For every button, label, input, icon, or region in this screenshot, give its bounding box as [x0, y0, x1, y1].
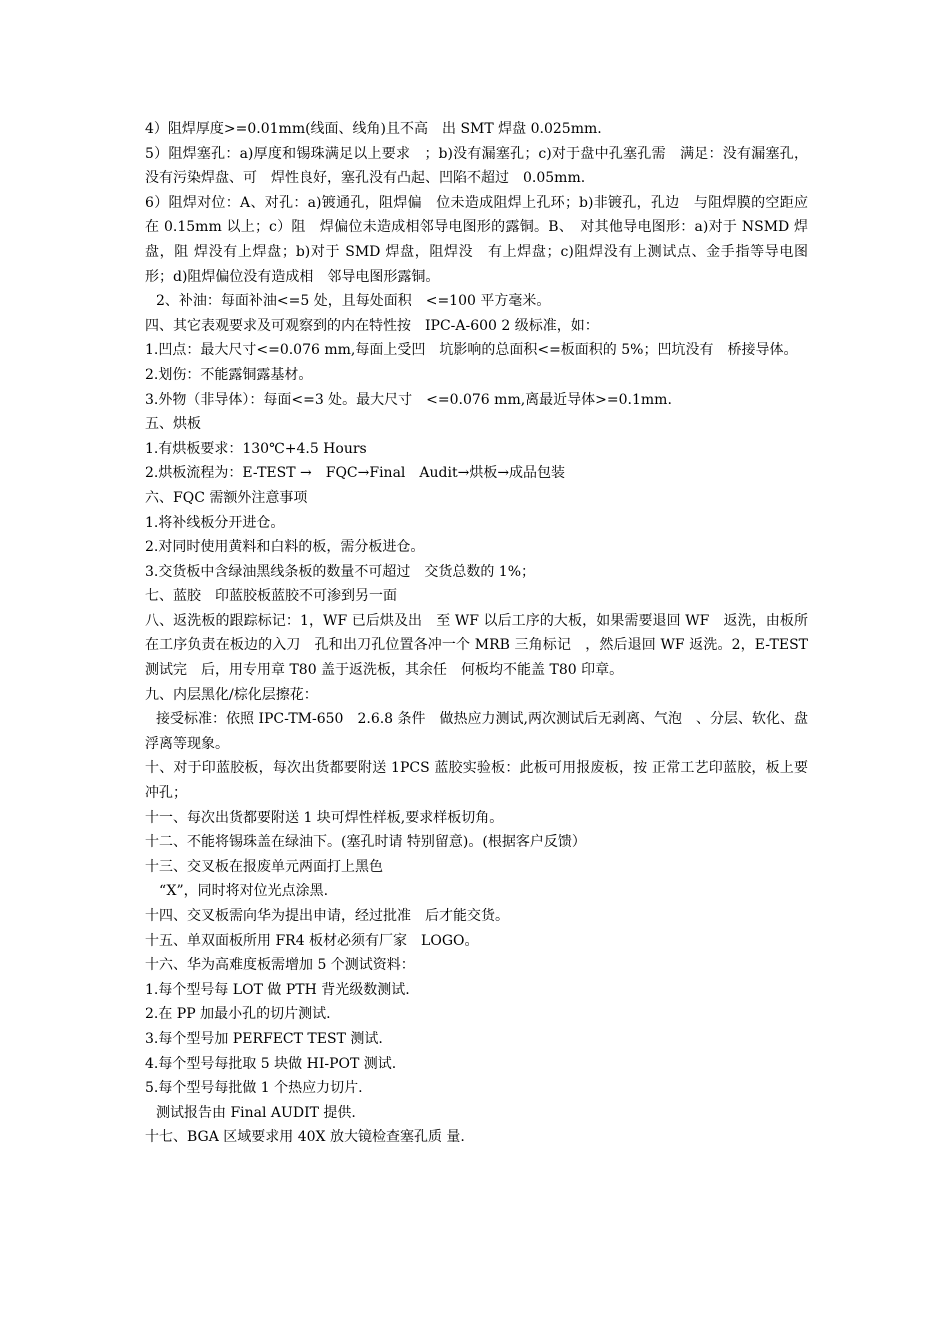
paragraph-x-mark: “X”，同时将对位光点涂黑.	[159, 883, 329, 900]
paragraph-solder-mask-alignment: 6）阻焊对位：A、对孔：a)镀通孔，阻焊偏 位未造成阻焊上孔环；b)非镀孔，孔边 与阻焊膜的空距应在 0.15mm 以上；c）阻 焊偏位未造成相邻导电图形的露铜。B、 对其他导电图形：a)对于 NSMD 焊盘，阻 焊没有上焊盘；b)对于 SMD 焊盘，阻焊没 有上焊盘；c)阻焊没有上测试点、金手指等导电图形；d)阻焊偏位没有造成相 邻导电图形露铜。	[145, 194, 808, 285]
section-heading-11: 十一、每次出货都要附送 1 块可焊性样板,要求样板切角。	[145, 809, 504, 826]
paragraph-test-report: 测试报告由 Final AUDIT 提供.	[156, 1104, 356, 1121]
section-heading-14: 十四、交叉板需向华为提出申请，经过批准 后才能交货。	[145, 908, 509, 924]
section-heading-8: 八、返洗板的跟踪标记：1，WF 已后烘及出 至 WF 以后工序的大板，如果需要退回 WF 返洗，由板所在工序负责在板边的入刀 孔和出刀孔位置各冲一个 MRB 三角标记 ，然后退回 WF 返洗。2，E-TEST 测试完 后，用专用章 T80 盖于返洗板，其余任 何板均不能盖 T80 印章。	[145, 612, 808, 679]
paragraph-fqc-1: 1.将补线板分开进仓。	[145, 514, 285, 531]
paragraph-touch-up: 2、补油：每面补油<=5 处，且每处面积 <=100 平方毫米。	[156, 293, 551, 310]
paragraph-test-1: 1.每个型号每 LOT 做 PTH 背光级数测试.	[145, 981, 410, 998]
paragraph-scratches: 2.划伤：不能露铜露基材。	[145, 366, 313, 383]
section-heading-15: 十五、单双面板所用 FR4 板材必须有厂家 LOGO。	[145, 932, 479, 949]
section-heading-6: 六、FQC 需额外注意事项	[145, 489, 308, 506]
paragraph-acceptance-standard: 接受标准：依照 IPC-TM-650 2.6.8 条件 做热应力测试,两次测试后无剥离、气泡 、分层、软化、盘浮离等现象。	[145, 711, 808, 752]
section-heading-5: 五、烘板	[145, 416, 201, 433]
paragraph-test-3: 3.每个型号加 PERFECT TEST 测试.	[145, 1030, 383, 1047]
section-heading-13: 十三、交叉板在报废单元两面打上黑色	[145, 858, 383, 875]
paragraph-test-2: 2.在 PP 加最小孔的切片测试.	[145, 1006, 331, 1023]
section-heading-12: 十二、不能将锡珠盖在绿油下。(塞孔时请 特别留意)。(根据客户反馈）	[145, 834, 586, 851]
paragraph-fqc-2: 2.对同时使用黄料和白料的板，需分板进仓。	[145, 539, 425, 556]
section-heading-7: 七、蓝胶 印蓝胶板蓝胶不可渗到另一面	[145, 588, 397, 605]
paragraph-test-5: 5.每个型号每批做 1 个热应力切片.	[145, 1080, 363, 1097]
paragraph-fqc-3: 3.交货板中含绿油黑线条板的数量不可超过 交货总数的 1%；	[145, 563, 536, 580]
section-heading-16: 十六、华为高难度板需增加 5 个测试资料：	[145, 957, 415, 974]
paragraph-test-4: 4.每个型号每批取 5 块做 HI-POT 测试.	[145, 1055, 397, 1072]
paragraph-baking-flow: 2.烘板流程为：E-TEST → FQC→Final Audit→烘板→成品包装	[145, 465, 566, 482]
section-heading-9: 九、内层黑化/棕化层擦花：	[145, 686, 318, 703]
paragraph-solder-mask-thickness: 4）阻焊厚度>=0.01mm(线面、线角)且不高 出 SMT 焊盘 0.025mm.	[145, 121, 602, 137]
section-heading-17: 十七、BGA 区域要求用 40X 放大镜检查塞孔质 量.	[145, 1129, 465, 1146]
section-heading-10: 十、对于印蓝胶板，每次出货都要附送 1PCS 蓝胶实验板：此板可用报废板，按 正常工艺印蓝胶，板上要冲孔；	[145, 760, 808, 802]
paragraph-solder-mask-plug: 5）阻焊塞孔：a)厚度和锡珠满足以上要求 ；b)没有漏塞孔；c)对于盘中孔塞孔需 满足：没有漏塞孔，没有污染焊盘、可 焊性良好，塞孔没有凸起、凹陷不超过 0.05mm.	[145, 145, 808, 187]
paragraph-foreign-matter: 3.外物（非导体）：每面<=3 处。最大尺寸 <=0.076 mm,离最近导体>=0.1mm.	[145, 391, 672, 408]
paragraph-baking-requirement: 1.有烘板要求：130℃+4.5 Hours	[145, 440, 367, 457]
document-page	[145, 117, 808, 1150]
paragraph-pits: 1.凹点：最大尺寸<=0.076 mm,每面上受凹 坑影响的总面积<=板面积的 5%；凹坑没有 桥接导体。	[145, 342, 798, 359]
section-heading-4: 四、其它表观要求及可观察到的内在特性按 IPC-A-600 2 级标准，如：	[145, 317, 599, 334]
